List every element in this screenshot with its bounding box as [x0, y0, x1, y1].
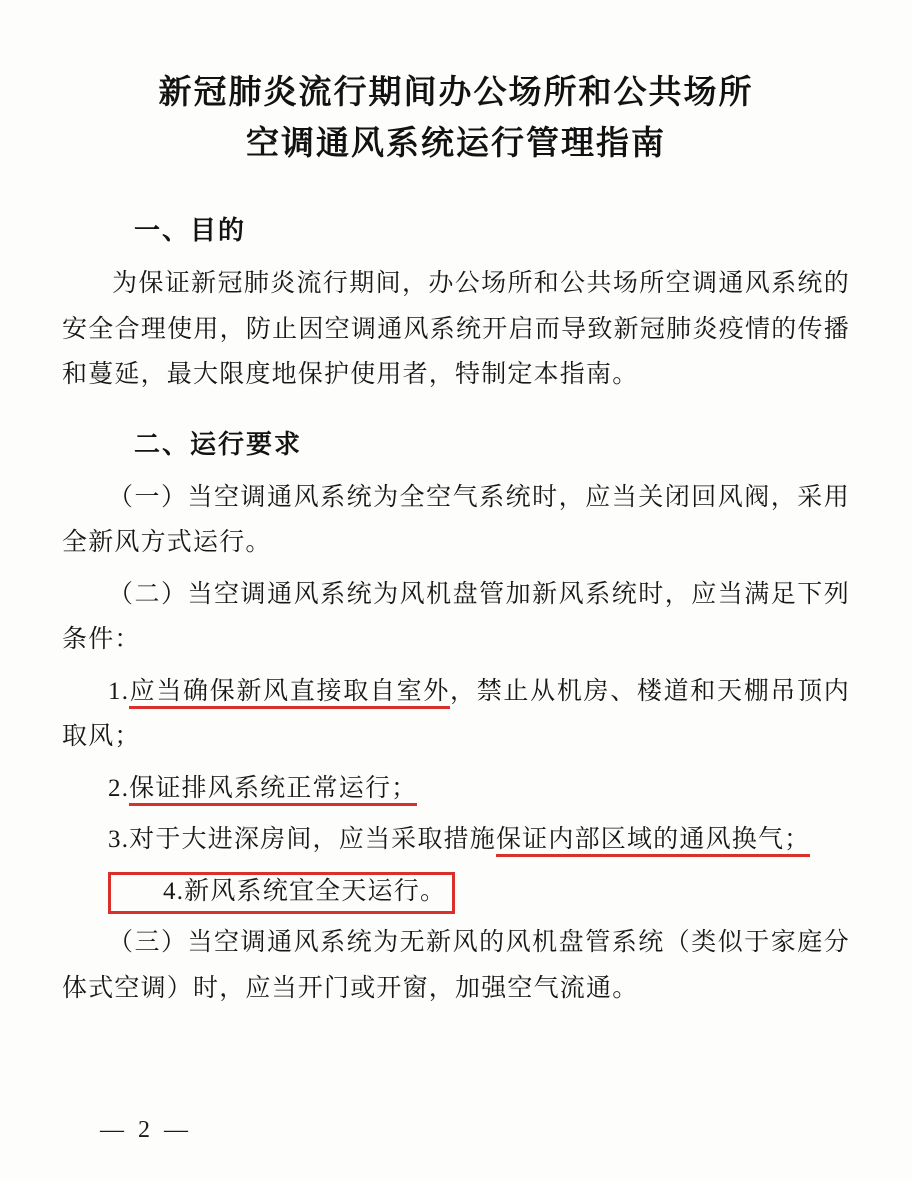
- purpose-paragraph: 为保证新冠肺炎流行期间，办公场所和公共场所空调通风系统的安全合理使用，防止因空调通风系统开启而导致新冠肺炎疫情的传播和蔓延，最大限度地保护使用者，特制定本指南。: [62, 270, 850, 389]
- sub-item-1-highlight: 应当确保新风直接取自室外: [129, 678, 450, 709]
- requirement-item-1: （一）当空调通风系统为全空气系统时，应当关闭回风阀，采用全新风方式运行。: [62, 483, 850, 557]
- sub-item-2-highlight: 保证排风系统正常运行；: [129, 775, 417, 806]
- sub-item-1-number: 1.: [108, 677, 130, 705]
- sub-item-4-box: [108, 872, 455, 914]
- page-number: — 2 —: [100, 1117, 192, 1143]
- requirement-item-2: （二）当空调通风系统为风机盘管加新风系统时，应当满足下列条件：: [62, 580, 850, 654]
- sub-item-4-number: 4.: [163, 877, 185, 905]
- requirement-item-3: （三）当空调通风系统为无新风的风机盘管系统（类似于家庭分体式空调）时，应当开门或开窗，加强空气流通。: [62, 929, 850, 1002]
- sub-item-1-rest: ，禁止从机房、楼道和天棚吊顶内取风；: [62, 677, 850, 751]
- sub-item-2: [62, 766, 850, 812]
- title-line-1: 新冠肺炎流行期间办公场所和公共场所: [158, 75, 754, 111]
- sub-item-3: [62, 817, 850, 863]
- sub-item-3-number: 3.: [108, 826, 130, 854]
- title-line-2: 空调通风系统运行管理指南: [246, 126, 666, 163]
- section-heading-purpose: 一、目的: [134, 216, 247, 246]
- sub-item-4-highlight: 新风系统宜全天运行。: [184, 877, 447, 905]
- sub-item-3-lead: 对于大进深房间，应当采取措施: [129, 826, 496, 854]
- sub-item-4: [62, 869, 850, 915]
- sub-item-1: [62, 669, 850, 760]
- document-title: [62, 68, 850, 170]
- sub-item-2-number: 2.: [108, 774, 130, 802]
- sub-item-3-highlight: 保证内部区域的通风换气；: [496, 826, 810, 857]
- section-heading-requirements: 二、运行要求: [134, 429, 303, 459]
